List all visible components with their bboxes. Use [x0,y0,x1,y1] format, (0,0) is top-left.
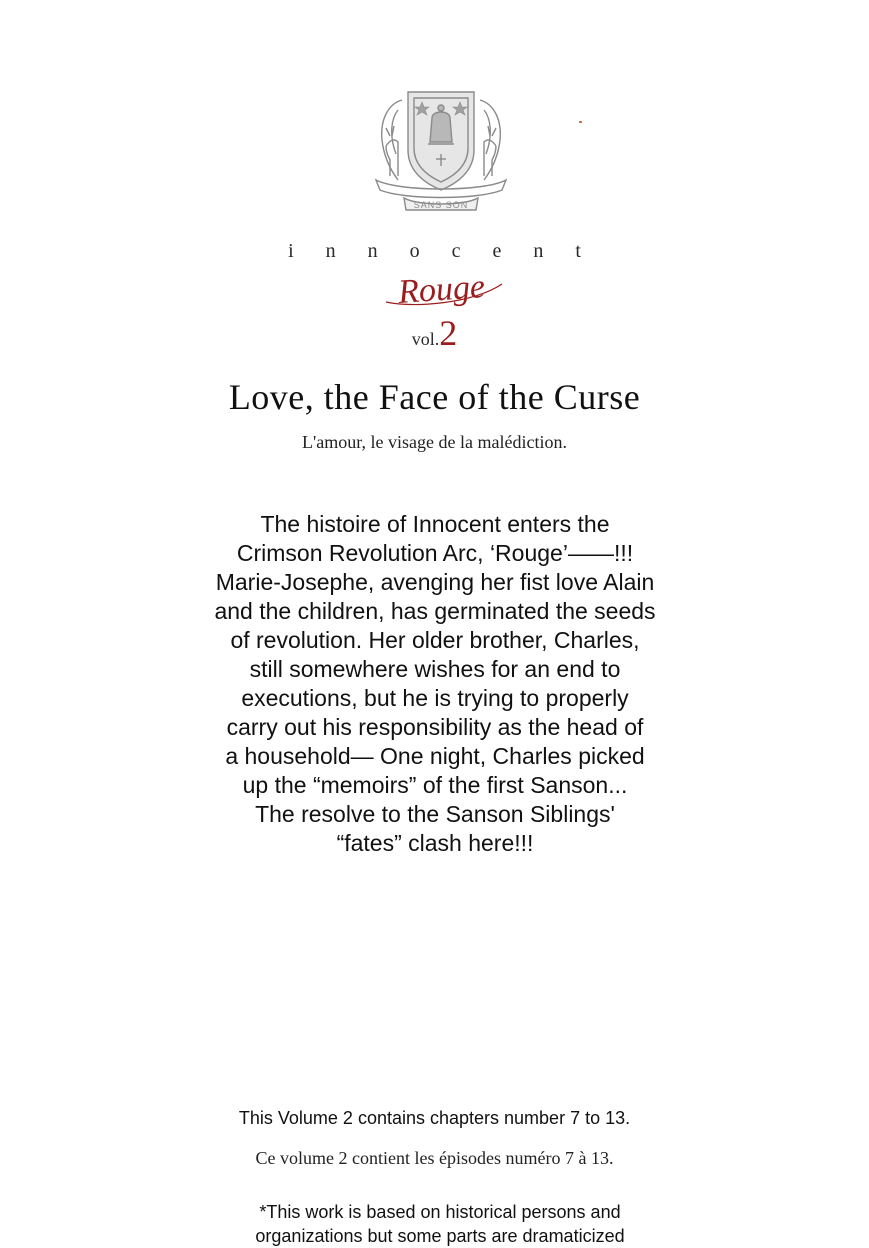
synopsis [180,510,690,858]
coat-of-arms-crest [368,80,514,216]
synopsis-line: still somewhere wishes for an end to [249,656,621,682]
print-speck [579,121,582,123]
volume-subtitle-french: L'amour, le visage de la malédiction. [302,432,567,452]
crest-motto: SANS SON [413,200,469,210]
synopsis-line: The histoire of Innocent enters the [260,511,610,537]
chapters-info-french: Ce volume 2 contient les épisodes numéro 7 à 13. [255,1148,614,1168]
series-title: innocent [288,240,613,262]
chapters-info-english: This Volume 2 contains chapters number 7 to 13. [238,1108,631,1128]
synopsis-line: Marie-Josephe, avenging her fist love Alain [215,569,655,595]
volume-subtitle-english: Love, the Face of the Curse [228,377,641,417]
synopsis-line: and the children, has germinated the seeds [214,598,656,624]
synopsis-line: The resolve to the Sanson Siblings' [255,801,615,827]
volume-prefix: vol. [411,329,440,349]
synopsis-line: executions, but he is trying to properly [241,685,629,711]
disclaimer-line: organizations but some parts are dramaticized [255,1226,625,1246]
synopsis-line: up the “memoirs” of the first Sanson... [242,772,628,798]
arc-name: Rouge [396,268,487,312]
disclaimer-line: *This work is based on historical persons and [259,1202,621,1222]
arc-name-script-logo [372,266,512,316]
volume-number: 2 [439,313,458,353]
synopsis-line: a household— One night, Charles picked [225,743,645,769]
synopsis-line: carry out his responsibility as the head of [226,714,644,740]
volume-label [0,312,869,354]
synopsis-line: “fates” clash here!!! [336,830,534,856]
synopsis-line: of revolution. Her older brother, Charles, [230,627,640,653]
historical-disclaimer [200,1200,680,1248]
synopsis-line: Crimson Revolution Arc, ‘Rouge’——!!! [236,540,634,566]
